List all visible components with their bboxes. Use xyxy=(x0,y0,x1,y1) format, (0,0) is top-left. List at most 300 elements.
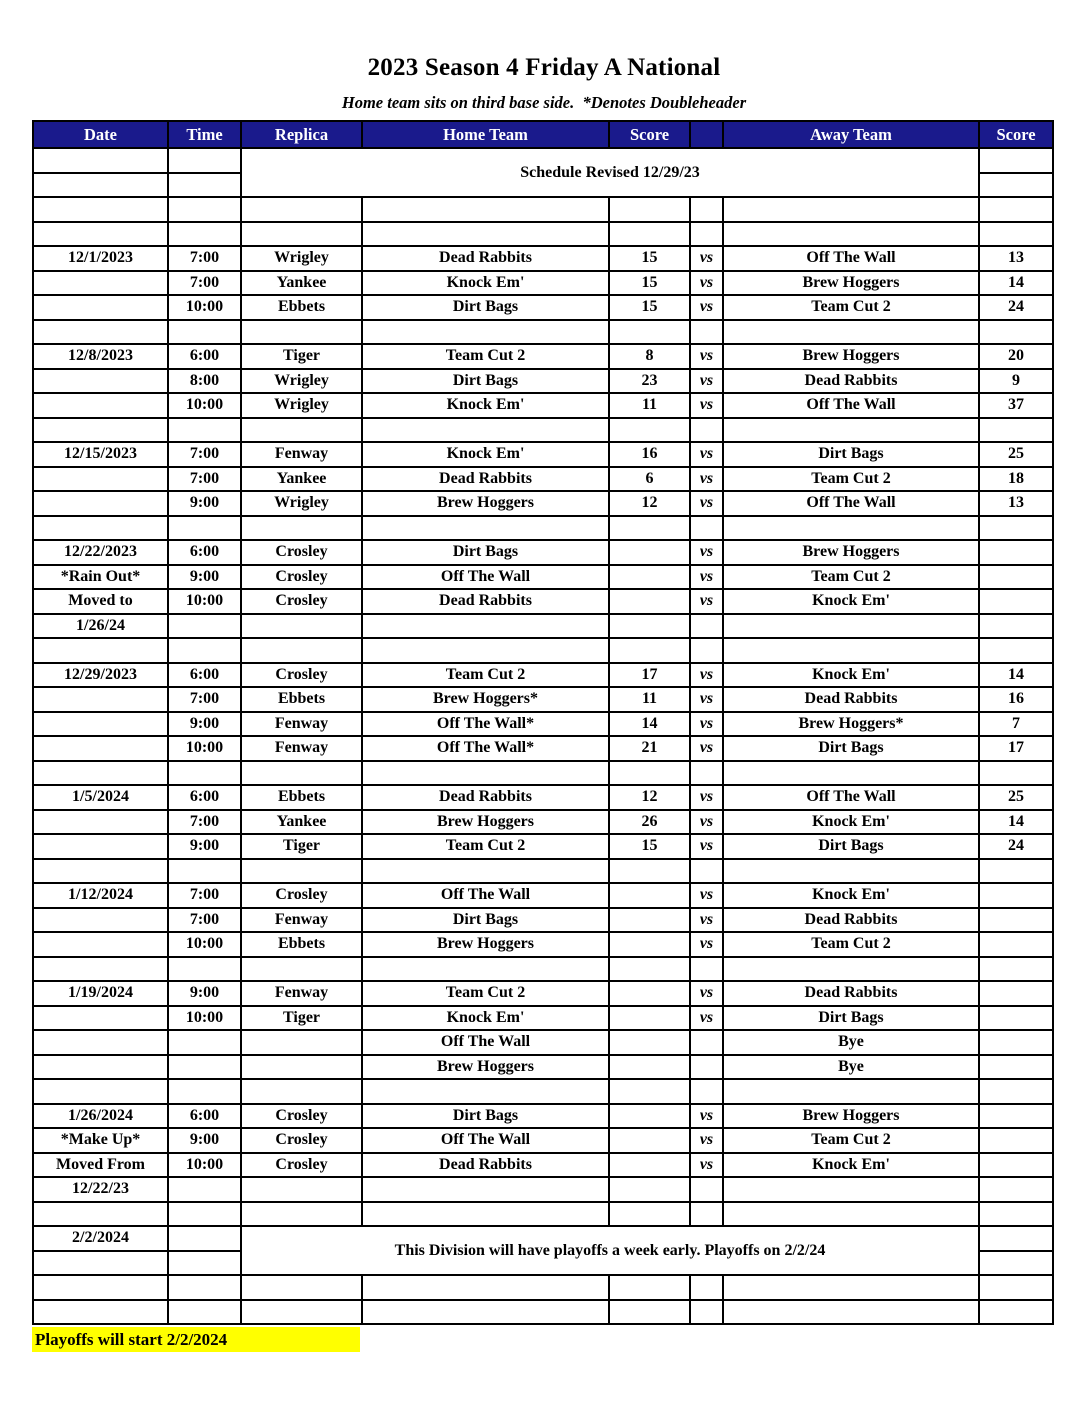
separator-cell xyxy=(362,1300,609,1325)
time-cell xyxy=(168,1055,241,1080)
separator-cell xyxy=(723,1202,979,1227)
game-row xyxy=(33,589,1053,614)
away-team-cell xyxy=(723,614,979,639)
home-team-cell: Brew Hoggers xyxy=(362,932,609,957)
game-row xyxy=(33,1030,1053,1055)
schedule-table xyxy=(32,120,1054,1325)
time-cell: 6:00 xyxy=(168,785,241,810)
away-score-cell: 24 xyxy=(979,295,1053,320)
home-team-cell: Brew Hoggers xyxy=(362,1055,609,1080)
separator-row xyxy=(33,1079,1053,1104)
away-score-cell: 14 xyxy=(979,810,1053,835)
blank-cell xyxy=(362,1275,609,1300)
home-team-cell: Dirt Bags xyxy=(362,1104,609,1129)
away-score-cell xyxy=(979,1226,1053,1251)
replica-cell: Wrigley xyxy=(241,491,362,516)
separator-cell xyxy=(168,418,241,443)
game-row xyxy=(33,442,1053,467)
separator-cell xyxy=(609,516,690,541)
replica-cell: Crosley xyxy=(241,663,362,688)
time-cell: 7:00 xyxy=(168,810,241,835)
date-cell xyxy=(33,908,168,933)
separator-cell xyxy=(690,1300,723,1325)
away-score-cell: 25 xyxy=(979,442,1053,467)
vs-cell: vs xyxy=(690,981,723,1006)
separator-cell xyxy=(979,320,1053,345)
date-cell xyxy=(33,1251,168,1276)
home-score-cell xyxy=(609,1055,690,1080)
separator-cell xyxy=(241,418,362,443)
separator-cell xyxy=(33,638,168,663)
replica-cell: Crosley xyxy=(241,883,362,908)
away-team-cell: Team Cut 2 xyxy=(723,565,979,590)
blank-cell xyxy=(362,197,609,222)
blank-cell xyxy=(723,197,979,222)
date-cell: *Rain Out* xyxy=(33,565,168,590)
separator-cell xyxy=(168,1202,241,1227)
time-cell xyxy=(168,1226,241,1251)
date-cell xyxy=(33,271,168,296)
vs-cell xyxy=(690,1055,723,1080)
away-score-cell xyxy=(979,614,1053,639)
separator-cell xyxy=(690,761,723,786)
blank-cell xyxy=(241,1275,362,1300)
separator-cell xyxy=(979,1300,1053,1325)
home-team-cell xyxy=(362,614,609,639)
separator-cell xyxy=(979,761,1053,786)
replica-cell: Fenway xyxy=(241,981,362,1006)
vs-cell: vs xyxy=(690,344,723,369)
replica-cell: Wrigley xyxy=(241,369,362,394)
time-cell: 10:00 xyxy=(168,736,241,761)
home-score-cell: 6 xyxy=(609,467,690,492)
date-cell xyxy=(33,687,168,712)
vs-cell: vs xyxy=(690,712,723,737)
home-score-cell: 12 xyxy=(609,491,690,516)
banner-row xyxy=(33,148,1053,173)
home-team-cell: Dirt Bags xyxy=(362,908,609,933)
home-team-cell: Team Cut 2 xyxy=(362,344,609,369)
banner-row xyxy=(33,1226,1053,1251)
vs-cell: vs xyxy=(690,834,723,859)
game-row xyxy=(33,540,1053,565)
separator-cell xyxy=(609,320,690,345)
home-team-cell: Dirt Bags xyxy=(362,369,609,394)
separator-cell xyxy=(690,222,723,247)
game-row xyxy=(33,271,1053,296)
home-score-cell xyxy=(609,1128,690,1153)
blank-cell xyxy=(609,197,690,222)
blank-cell xyxy=(168,197,241,222)
separator-cell xyxy=(241,638,362,663)
home-score-cell: 12 xyxy=(609,785,690,810)
separator-cell xyxy=(723,761,979,786)
blank-row xyxy=(33,197,1053,222)
vs-cell: vs xyxy=(690,1104,723,1129)
separator-row xyxy=(33,957,1053,982)
header-replica: Replica xyxy=(241,121,362,148)
time-cell: 9:00 xyxy=(168,834,241,859)
replica-cell xyxy=(241,614,362,639)
vs-cell xyxy=(690,614,723,639)
away-score-cell xyxy=(979,883,1053,908)
date-cell: Moved From xyxy=(33,1153,168,1178)
away-score-cell xyxy=(979,1055,1053,1080)
separator-cell xyxy=(241,222,362,247)
separator-cell xyxy=(609,1079,690,1104)
blank-cell xyxy=(723,1275,979,1300)
separator-cell xyxy=(979,1079,1053,1104)
separator-cell xyxy=(690,1202,723,1227)
separator-cell xyxy=(33,1202,168,1227)
separator-cell xyxy=(690,516,723,541)
date-cell xyxy=(33,491,168,516)
date-cell: *Make Up* xyxy=(33,1128,168,1153)
blank-cell xyxy=(241,197,362,222)
separator-cell xyxy=(609,761,690,786)
blank-cell xyxy=(979,1275,1053,1300)
home-team-cell: Knock Em' xyxy=(362,393,609,418)
time-cell xyxy=(168,173,241,198)
blank-cell xyxy=(690,1275,723,1300)
header-row xyxy=(33,121,1053,148)
time-cell: 7:00 xyxy=(168,883,241,908)
away-team-cell: Dirt Bags xyxy=(723,834,979,859)
separator-cell xyxy=(979,957,1053,982)
date-cell: 1/19/2024 xyxy=(33,981,168,1006)
vs-cell: vs xyxy=(690,467,723,492)
date-cell xyxy=(33,810,168,835)
separator-cell xyxy=(362,222,609,247)
home-score-cell xyxy=(609,932,690,957)
vs-cell: vs xyxy=(690,393,723,418)
away-team-cell: Dead Rabbits xyxy=(723,369,979,394)
game-row xyxy=(33,1128,1053,1153)
away-team-cell: Knock Em' xyxy=(723,810,979,835)
vs-cell xyxy=(690,1177,723,1202)
home-score-cell: 11 xyxy=(609,393,690,418)
home-team-cell xyxy=(362,1177,609,1202)
header-home-score: Score xyxy=(609,121,690,148)
away-score-cell xyxy=(979,1153,1053,1178)
time-cell: 10:00 xyxy=(168,393,241,418)
home-score-cell xyxy=(609,1006,690,1031)
date-cell xyxy=(33,1030,168,1055)
separator-cell xyxy=(241,1202,362,1227)
home-team-cell: Brew Hoggers* xyxy=(362,687,609,712)
separator-cell xyxy=(241,957,362,982)
date-cell xyxy=(33,369,168,394)
game-row xyxy=(33,614,1053,639)
separator-cell xyxy=(33,859,168,884)
date-cell: Moved to xyxy=(33,589,168,614)
separator-row xyxy=(33,222,1053,247)
time-cell: 9:00 xyxy=(168,1128,241,1153)
home-team-cell: Off The Wall* xyxy=(362,736,609,761)
away-score-cell xyxy=(979,1251,1053,1276)
date-cell xyxy=(33,712,168,737)
page-subtitle: Home team sits on third base side. *Denotes Doubleheader xyxy=(341,93,747,112)
away-score-cell: 24 xyxy=(979,834,1053,859)
home-score-cell: 23 xyxy=(609,369,690,394)
separator-row xyxy=(33,320,1053,345)
time-cell: 10:00 xyxy=(168,1153,241,1178)
replica-cell: Yankee xyxy=(241,810,362,835)
away-team-cell: Dead Rabbits xyxy=(723,908,979,933)
separator-cell xyxy=(979,516,1053,541)
date-cell xyxy=(33,736,168,761)
vs-cell: vs xyxy=(690,271,723,296)
time-cell: 9:00 xyxy=(168,565,241,590)
home-team-cell: Brew Hoggers xyxy=(362,491,609,516)
header-vs xyxy=(690,121,723,148)
separator-cell xyxy=(690,418,723,443)
vs-cell: vs xyxy=(690,687,723,712)
separator-cell xyxy=(723,638,979,663)
away-score-cell xyxy=(979,565,1053,590)
separator-row xyxy=(33,761,1053,786)
separator-cell xyxy=(979,222,1053,247)
home-score-cell: 17 xyxy=(609,663,690,688)
home-score-cell: 8 xyxy=(609,344,690,369)
revision-banner-cell: Schedule Revised 12/29/23 xyxy=(241,148,979,197)
away-team-cell: Off The Wall xyxy=(723,393,979,418)
header-away-score: Score xyxy=(979,121,1053,148)
away-score-cell: 14 xyxy=(979,663,1053,688)
separator-cell xyxy=(723,957,979,982)
replica-cell: Ebbets xyxy=(241,785,362,810)
separator-cell xyxy=(609,418,690,443)
separator-cell xyxy=(979,1202,1053,1227)
vs-cell: vs xyxy=(690,295,723,320)
separator-cell xyxy=(690,320,723,345)
blank-cell xyxy=(168,1275,241,1300)
vs-cell: vs xyxy=(690,810,723,835)
replica-cell: Crosley xyxy=(241,1128,362,1153)
game-row xyxy=(33,663,1053,688)
away-score-cell: 9 xyxy=(979,369,1053,394)
replica-cell: Fenway xyxy=(241,736,362,761)
date-cell xyxy=(33,932,168,957)
replica-cell: Yankee xyxy=(241,467,362,492)
separator-cell xyxy=(168,516,241,541)
home-team-cell: Knock Em' xyxy=(362,271,609,296)
date-cell: 2/2/2024 xyxy=(33,1226,168,1251)
game-row xyxy=(33,344,1053,369)
away-team-cell: Off The Wall xyxy=(723,785,979,810)
home-score-cell xyxy=(609,883,690,908)
game-row xyxy=(33,369,1053,394)
away-score-cell xyxy=(979,589,1053,614)
time-cell: 9:00 xyxy=(168,491,241,516)
away-score-cell: 7 xyxy=(979,712,1053,737)
away-team-cell: Brew Hoggers xyxy=(723,344,979,369)
time-cell: 6:00 xyxy=(168,344,241,369)
replica-cell xyxy=(241,1055,362,1080)
separator-cell xyxy=(723,222,979,247)
away-score-cell xyxy=(979,1104,1053,1129)
game-row xyxy=(33,1055,1053,1080)
away-score-cell: 13 xyxy=(979,246,1053,271)
away-score-cell xyxy=(979,1128,1053,1153)
time-cell xyxy=(168,614,241,639)
replica-cell: Crosley xyxy=(241,1153,362,1178)
replica-cell: Yankee xyxy=(241,271,362,296)
home-team-cell: Dead Rabbits xyxy=(362,467,609,492)
home-team-cell: Dead Rabbits xyxy=(362,589,609,614)
separator-cell xyxy=(33,320,168,345)
separator-cell xyxy=(609,1202,690,1227)
away-team-cell: Team Cut 2 xyxy=(723,295,979,320)
header-time: Time xyxy=(168,121,241,148)
vs-cell: vs xyxy=(690,491,723,516)
vs-cell: vs xyxy=(690,908,723,933)
date-cell xyxy=(33,834,168,859)
separator-cell xyxy=(362,418,609,443)
blank-cell xyxy=(33,197,168,222)
away-score-cell xyxy=(979,540,1053,565)
vs-cell: vs xyxy=(690,785,723,810)
vs-cell: vs xyxy=(690,663,723,688)
away-score-cell xyxy=(979,932,1053,957)
separator-cell xyxy=(362,1079,609,1104)
separator-cell xyxy=(33,1300,168,1325)
home-score-cell xyxy=(609,1177,690,1202)
game-row xyxy=(33,491,1053,516)
home-team-cell: Dead Rabbits xyxy=(362,246,609,271)
time-cell: 6:00 xyxy=(168,540,241,565)
date-cell xyxy=(33,295,168,320)
home-team-cell: Knock Em' xyxy=(362,442,609,467)
playoffs-start-note: Playoffs will start 2/2/2024 xyxy=(32,1327,360,1352)
date-cell xyxy=(33,393,168,418)
date-cell xyxy=(33,1006,168,1031)
game-row xyxy=(33,834,1053,859)
home-team-cell: Team Cut 2 xyxy=(362,834,609,859)
separator-cell xyxy=(723,418,979,443)
date-cell: 12/1/2023 xyxy=(33,246,168,271)
separator-cell xyxy=(241,761,362,786)
away-score-cell xyxy=(979,1177,1053,1202)
date-cell: 12/22/2023 xyxy=(33,540,168,565)
page-title: 2023 Season 4 Friday A National xyxy=(367,54,721,81)
vs-cell xyxy=(690,1030,723,1055)
time-cell: 7:00 xyxy=(168,467,241,492)
replica-cell: Ebbets xyxy=(241,295,362,320)
separator-cell xyxy=(168,859,241,884)
separator-cell xyxy=(362,1202,609,1227)
time-cell xyxy=(168,1251,241,1276)
away-team-cell: Dirt Bags xyxy=(723,736,979,761)
away-score-cell: 37 xyxy=(979,393,1053,418)
blank-cell xyxy=(690,197,723,222)
replica-cell: Crosley xyxy=(241,565,362,590)
away-team-cell: Brew Hoggers xyxy=(723,271,979,296)
replica-cell: Crosley xyxy=(241,1104,362,1129)
home-team-cell: Dead Rabbits xyxy=(362,785,609,810)
game-row xyxy=(33,981,1053,1006)
game-row xyxy=(33,565,1053,590)
game-row xyxy=(33,1006,1053,1031)
separator-cell xyxy=(241,516,362,541)
separator-cell xyxy=(168,957,241,982)
home-team-cell: Team Cut 2 xyxy=(362,981,609,1006)
home-team-cell: Brew Hoggers xyxy=(362,810,609,835)
separator-cell xyxy=(241,1300,362,1325)
date-cell: 1/12/2024 xyxy=(33,883,168,908)
time-cell: 10:00 xyxy=(168,295,241,320)
away-team-cell: Brew Hoggers xyxy=(723,540,979,565)
vs-cell: vs xyxy=(690,442,723,467)
away-score-cell: 25 xyxy=(979,785,1053,810)
separator-cell xyxy=(723,320,979,345)
away-team-cell: Dead Rabbits xyxy=(723,687,979,712)
replica-cell: Tiger xyxy=(241,344,362,369)
separator-cell xyxy=(723,859,979,884)
away-team-cell: Dirt Bags xyxy=(723,442,979,467)
home-team-cell: Dirt Bags xyxy=(362,540,609,565)
game-row xyxy=(33,785,1053,810)
home-team-cell: Knock Em' xyxy=(362,1006,609,1031)
separator-cell xyxy=(241,320,362,345)
separator-cell xyxy=(723,516,979,541)
home-score-cell: 15 xyxy=(609,271,690,296)
time-cell: 6:00 xyxy=(168,663,241,688)
playoff-banner-cell: This Division will have playoffs a week early. Playoffs on 2/2/24 xyxy=(241,1226,979,1275)
vs-cell: vs xyxy=(690,883,723,908)
away-team-cell: Dead Rabbits xyxy=(723,981,979,1006)
away-score-cell xyxy=(979,148,1053,173)
replica-cell: Crosley xyxy=(241,589,362,614)
away-score-cell: 16 xyxy=(979,687,1053,712)
game-row xyxy=(33,810,1053,835)
vs-cell: vs xyxy=(690,1153,723,1178)
separator-cell xyxy=(362,638,609,663)
away-team-cell: Team Cut 2 xyxy=(723,932,979,957)
time-cell: 7:00 xyxy=(168,271,241,296)
vs-cell: vs xyxy=(690,932,723,957)
time-cell xyxy=(168,148,241,173)
away-score-cell xyxy=(979,1006,1053,1031)
away-score-cell: 17 xyxy=(979,736,1053,761)
separator-cell xyxy=(33,761,168,786)
away-score-cell xyxy=(979,173,1053,198)
home-team-cell: Team Cut 2 xyxy=(362,663,609,688)
replica-cell: Tiger xyxy=(241,1006,362,1031)
home-team-cell: Off The Wall xyxy=(362,1128,609,1153)
separator-cell xyxy=(168,320,241,345)
home-team-cell: Off The Wall xyxy=(362,883,609,908)
separator-cell xyxy=(168,1300,241,1325)
away-team-cell: Team Cut 2 xyxy=(723,467,979,492)
replica-cell xyxy=(241,1177,362,1202)
date-cell xyxy=(33,173,168,198)
date-cell: 1/5/2024 xyxy=(33,785,168,810)
date-cell: 12/8/2023 xyxy=(33,344,168,369)
time-cell: 10:00 xyxy=(168,932,241,957)
blank-cell xyxy=(979,197,1053,222)
separator-row xyxy=(33,638,1053,663)
separator-cell xyxy=(33,418,168,443)
separator-cell xyxy=(362,957,609,982)
home-score-cell: 15 xyxy=(609,834,690,859)
separator-cell xyxy=(690,957,723,982)
vs-cell: vs xyxy=(690,1006,723,1031)
vs-cell: vs xyxy=(690,1128,723,1153)
separator-row xyxy=(33,418,1053,443)
date-cell: 12/29/2023 xyxy=(33,663,168,688)
home-score-cell: 15 xyxy=(609,295,690,320)
